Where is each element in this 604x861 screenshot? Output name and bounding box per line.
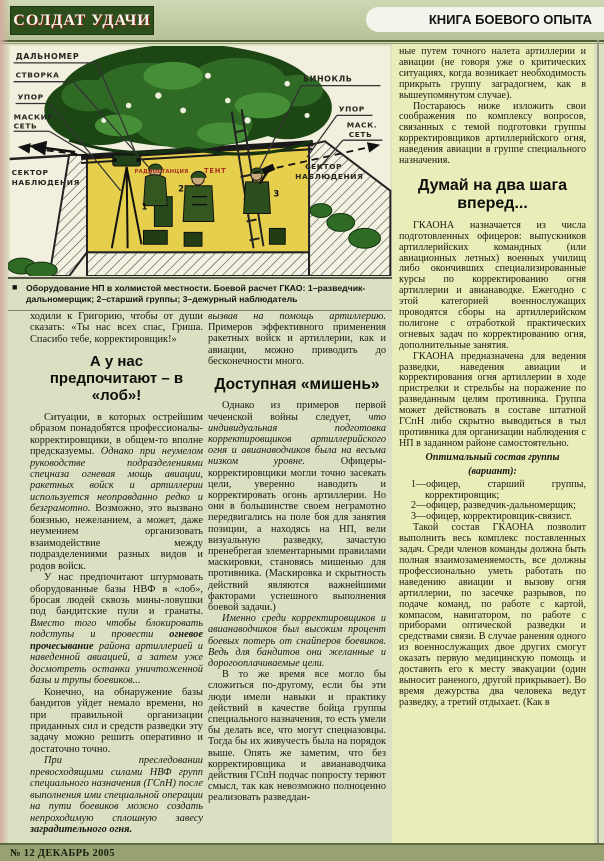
column-1 xyxy=(30,311,203,845)
paragraph: Конечно, на обнаружение базы бандитов уйдет немало времени, но при правильной организации приданных сил и средств разведки эту задачу можно решить оперативно и достаточно точно. xyxy=(30,686,203,755)
group-composition-list xyxy=(399,480,586,524)
camo-net-right-label-2: СЕТЬ xyxy=(348,130,373,140)
camo-net-left-label-1: МАСКИР. xyxy=(13,112,57,122)
camo-net-left-label-2: СЕТЬ xyxy=(13,121,38,131)
list-item: 2—офицер, разведчик-дальномерщик; xyxy=(411,500,576,512)
sector-right-label-1: СЕКТОР xyxy=(305,161,343,171)
section-strip xyxy=(366,7,604,32)
issue-date: № 12 ДЕКАБРЬ 2005 xyxy=(10,847,115,859)
list-item: 1—офицер, старший группы, корректировщик; xyxy=(411,478,586,501)
paragraph: Ситуации, в которых острейшим образом понадобятся профессионалы-корректировщики, в общем-то вполне предсказуемы. Однако при неумелом руководстве подразделениями спецназа огневая мощь авиации, ракетных войск и артиллерии используется неоправданно редко и безграмотно. Возможно, это вызвано боязнью, нежеланием, а может, даже неумением организовать взаимодействие между подразделениями разных видов и родов войск. xyxy=(30,411,203,572)
crew-number-1: 1 xyxy=(141,201,148,212)
sector-right-label-2: НАБЛЮДЕНИЯ xyxy=(295,171,364,181)
sector-left-label-2: НАБЛЮДЕНИЯ xyxy=(11,177,80,187)
caption-text: Оборудование НП в холмистой местности. Боевой расчет ГКАО: 1–разведчик-дальномерщик; 2–старший группы; 3–дежурный наблюдатель xyxy=(26,283,366,304)
paragraph: В то же время все могло бы сложиться по-другому, если бы эти люди имели навыки и практику действий в качестве бойца группы специального назначения, то есть умели бы делать все, что могут спецназовцы. Тогда бы их живучесть была на порядок выше. Опять же заметим, что без корректировщика и авианаводчика действия ГСпН подчас попросту теряют смысл, так как невозможно полноценно реализовать разведдан- xyxy=(208,669,386,804)
paragraph: Такой состав ГКАОНА позволит выполнить весь комплекс поставленных задач. Среди членов команды должна быть полная взаимозаменяемость, все должны профессионально уметь работать по наведению авиации и вызову огня артиллерии, по засечке разрывов, по подаче команд, по работе с картой, компасом, навигатором, по работе с приборами оптической разведки и средствами связи. В случае ранения одного из военнослужащих двое других смогут оказать первую медицинскую помощь и доставить его к месту эвакуации (один выносит раненого, другой прикрывает). Во время дежурства два человека ведут разведку, а третий отдыхает. (Как в xyxy=(399,522,586,708)
paragraph: вызвав на помощь артиллерию. Примеров эффективного применения ракетных войск и артиллерии, как и авиации, можно приводить до бесконечности много. xyxy=(208,311,386,367)
support-left-label: УПОР xyxy=(17,92,44,102)
magazine-title: СОЛДАТ УДАЧИ xyxy=(13,11,151,29)
footer-band xyxy=(0,843,604,861)
tent-label: ТЕНТ xyxy=(203,166,227,175)
crew-number-3: 3 xyxy=(273,188,280,199)
magazine-logo xyxy=(10,6,154,35)
camo-net-right-label-1: МАСК. xyxy=(346,120,378,130)
dugout-floor-ground xyxy=(87,252,309,276)
paragraph: ГКАОНА предназначена для ведения разведки, наведения авиации и корректирования огня артиллерии в ходе пристрелки и стрельбы на поражение по разведанным целям противника. Группа может действовать в составе штатной ГСпН либо скрытно выводиться в тыл противника для организации наблюдения с НП в заданном районе самостоятельно. xyxy=(399,350,586,449)
rangefinder-label: ДАЛЬНОМЕР xyxy=(15,51,80,61)
binoculars-label: БИНОКЛЬ xyxy=(303,74,353,84)
header-rule xyxy=(0,43,604,44)
shutter-label: СТВОРКА xyxy=(15,70,60,80)
support-right-label: УПОР xyxy=(338,104,365,114)
paragraph: ГКАОНА назначается из числа подготовленных офицеров: выпускников артиллерийских командных (или авиационных летных) военных училищ либо окончивших специализированные курсы по корректированию огня артиллерии и авианаводке. Ежегодно с этой категорией военнослужащих проводятся сборы на артиллерийском полигоне с отработкой практических огневых задач по корректированию огня, дополнительные занятия. xyxy=(399,219,586,351)
paragraph: Именно среди корректировщиков и авианаводчиков был высоким процент боевых потерь от снайперов боевиков. Ведь для бандитов они желанные и дорогооплачиваемые цели. xyxy=(208,613,386,670)
paragraph: Однако из примеров первой чеченской войны следует, что индивидуальная подготовка корректировщиков артиллерийского огня и авианаводчиков была на весьма низком уровне. Офицеры-корректировщики могли точно засекать цели, уверенно наводить и корректировать огонь артиллерии. Но они в большинстве своем неграмотно передвигались на поле боя для занятия позиции, а находясь на НП, вели визуальную разведку, зачастую пренебрегая элементарными правилами маскировки, становясь мишенью для противника. (Маскировка и скрытность действий являются важнейшими факторами успешного выполнения боевой задачи.) xyxy=(208,400,386,614)
sector-left-label-1: СЕКТОР xyxy=(11,167,49,177)
paragraph: Постараюсь ниже изложить свои соображения по комплексу вопросов, связанных с темой подготовки группы корректировщиков артиллерийского огня, наведения авиации в группе специального назначения. xyxy=(399,100,586,167)
list-subhead-line-2: (вариант): xyxy=(468,465,517,477)
illustration-canvas xyxy=(8,46,392,276)
column-3 xyxy=(399,47,586,843)
caption-marker: ■ xyxy=(12,282,18,292)
figure-caption xyxy=(8,277,392,311)
list-item: 3—офицер, корректировщик-связист. xyxy=(411,511,572,523)
section-heading-2: Доступная «мишень» xyxy=(214,376,380,394)
paragraph: ные путем точного налета артиллерии и авиации (не говоря уже о критических ситуациях, когда возникает необходимость прикрыть группу заградогнем, как в вышеупомянутом случае). xyxy=(399,47,586,101)
section-title: КНИГА БОЕВОГО ОПЫТА xyxy=(428,12,592,27)
section-heading-1: А у нас предпочитают – в «лоб»! xyxy=(49,353,184,404)
list-subhead-line-1: Оптимальный состав группы xyxy=(425,451,560,463)
radio-label: РАДИОСТАНЦИЯ xyxy=(134,168,189,175)
observation-post-illustration xyxy=(8,46,392,276)
page-header xyxy=(0,0,604,42)
column-2 xyxy=(208,311,386,845)
paragraph: У нас предпочитают штурмовать оборудованные базы НВФ в «лоб», бросая людей сквозь мины-ловушки под бандитские пули и гранаты. Вместо того чтобы блокировать подступы и провести огневое прочесывание района артиллерией и наведенной авиацией, а затем уже досмотреть останки уничтоженной базы и трупы боевиков... xyxy=(30,572,203,687)
paragraph: При преследовании превосходящими силами НВФ групп специального назначения (ГСпН) после выполнения ими специальной операции на пути боевиков можно создать непроходимую сплошную завесу заградительного огня. xyxy=(30,755,203,836)
paragraph: ходили к Григорию, чтобы от души сказать: «Ты нас всех спас, Гриша. Спасибо тебе, корректировщик!» xyxy=(30,311,203,345)
crew-number-2: 2 xyxy=(178,183,185,194)
section-heading-3: Думай на два шага вперед... xyxy=(417,176,567,212)
